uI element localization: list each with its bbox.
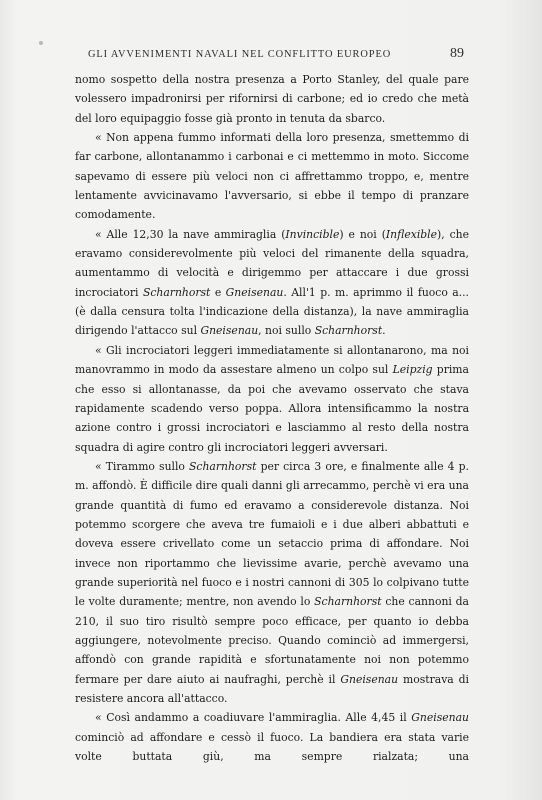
page-header [88, 46, 464, 66]
italic-ship-name: Scharnhorst [314, 324, 383, 338]
paragraph [75, 128, 469, 225]
running-head: GLI AVVENIMENTI NAVALI NEL CONFLITTO EUROPEO [88, 49, 392, 60]
italic-ship-name: Scharnhorst [189, 459, 257, 473]
text-run: . All'1 p. m. aprimmo il fuoco a... (è dalla censura tolta l'indicazione della distanza), la nave ammiraglia dirigendo l'attacco sul [75, 285, 469, 338]
text-run: cominciò ad affondare e cessò il fuoco. La bandiera era stata varie volte buttata giù, ma sempre rialzata; una [75, 730, 469, 764]
paper-speck [39, 41, 43, 45]
text-run: e [210, 285, 226, 299]
text-run: « Così andammo a coadiuvare l'ammiraglia. Alle 4,45 il [95, 711, 412, 725]
text-run: nomo sospetto della nostra presenza a Porto Stanley, del quale pare volessero impadronirsi per rifornirsi di carbone; ed io credo che metà del loro equipaggio fosse già pronto in tenuta da sbarco. [75, 73, 469, 125]
italic-ship-name: Leipzig [392, 363, 433, 377]
text-run: che cannoni da 210, il suo tiro risultò sempre poco efficace, per quanto io debba aggiungere, notevolmente preciso. Quando cominciò ad immergersi, affondò con grande rapidità e sfortunatamente noi non potemmo fermare per dare aiuto ai naufraghi, perchè il [75, 595, 469, 686]
italic-ship-name: Gneisenau [225, 285, 284, 299]
text-run: « Tirammo sullo [95, 459, 190, 473]
paragraph [75, 457, 469, 708]
paragraph [75, 225, 469, 341]
text-run: « Gli incrociatori leggeri immediatamente si allontanarono, ma noi manovrammo in modo da assestare almeno un colpo sul [75, 343, 469, 377]
text-run: per circa 3 ore, e finalmente alle 4 p. m. affondò. È difficile dire quali danni gli arrecammo, perchè vi era una grande quantità di fumo ed eravamo a considerevole distanza. Noi potemmo scorgere che aveva tre fumaioli e i due alberi abbattuti e doveva essere crivellato come un setaccio prima di affondare. Noi invece non riportammo che lievissime avarie, perchè avevamo una grande superiorità nel fuoco e i nostri cannoni di 305 lo colpivano tutte le volte duramente; mentre, non avendo lo [75, 459, 469, 609]
paragraph [75, 70, 469, 128]
text-run: « Non appena fummo informati della loro presenza, smettemmo di far carbone, allontanammo i carbonai e ci mettemmo in moto. Siccome sapevamo di essere più veloci non ci affrettammo troppo, e, mentre lentamente avvicinavamo l'avversario, si ebbe il tempo di pranzare comodamente. [75, 131, 469, 222]
text-run: mostrava di resistere ancora all'attacco. [75, 672, 469, 705]
text-run: ), che eravamo considerevolmente più veloci del rimanente della squadra, aumentammo di velocità e dirigemmo per attaccare i due grossi incrociatori [75, 227, 469, 299]
paragraph [75, 708, 469, 766]
italic-ship-name: Invincible [285, 227, 340, 241]
body-text [75, 70, 469, 766]
text-run: « Alle 12,30 la nave ammiraglia ( [95, 227, 286, 241]
page-number: 89 [450, 46, 464, 61]
italic-ship-name: Scharnhorst [314, 595, 382, 609]
italic-ship-name: Gneisenau [200, 324, 259, 338]
text-run: . [382, 324, 386, 338]
italic-ship-name: Inflexible [385, 227, 438, 241]
italic-ship-name: Gneisenau [411, 711, 469, 725]
italic-ship-name: Gneisenau [340, 672, 399, 686]
text-run: , noi sullo [258, 324, 315, 338]
italic-ship-name: Scharnhorst [142, 285, 211, 299]
paragraph [75, 341, 469, 457]
text-run: prima che esso si allontanasse, da poi che avevamo osservato che stava rapidamente scadendo verso poppa. Allora intensificammo la nostra azione contro i grossi incrociatori e lasciammo al resto della nostra squadra di agire contro gli incrociatori leggeri avversari. [75, 363, 469, 454]
text-run: ) e noi ( [339, 227, 386, 241]
